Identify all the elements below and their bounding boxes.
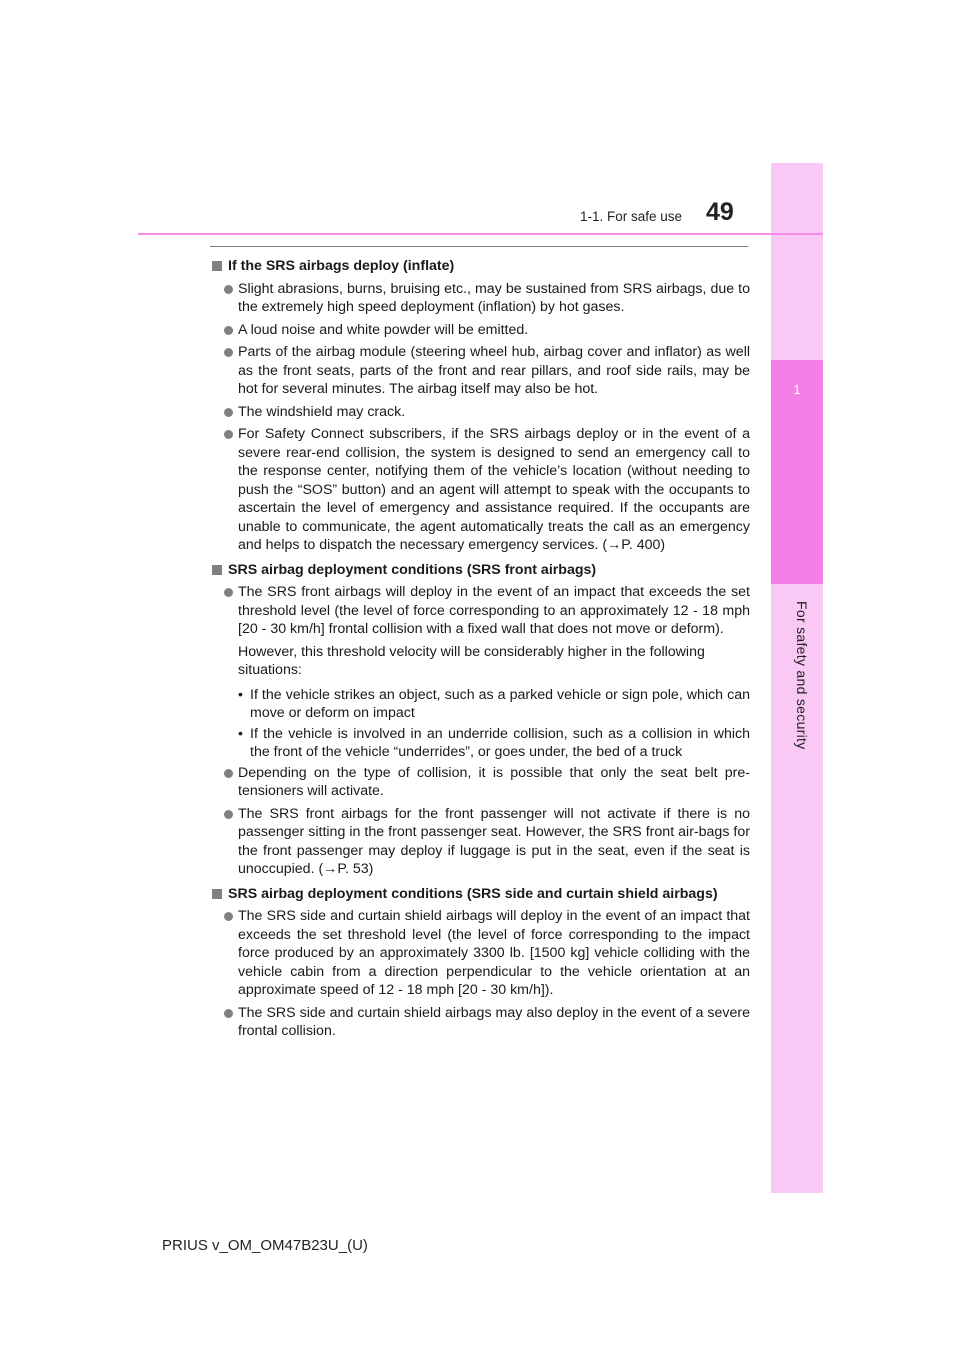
bullet-item (212, 343, 750, 399)
bullet-text: Parts of the airbag module (steering wheel hub, airbag cover and inflator) as well as the front seats, parts of the front and rear pillars, and roof side rails, may be hot for several minutes. The airbag itself may also be hot. (238, 344, 750, 397)
bullet-text: A loud noise and white powder will be emitted. (238, 321, 529, 338)
chapter-tab[interactable] (771, 360, 823, 584)
sub-item-text: If the vehicle strikes an object, such as a parked vehicle or sign pole, which can move or deform on impact (250, 686, 750, 721)
bullet-item (212, 764, 750, 801)
round-bullet-icon (224, 810, 233, 819)
sub-item (212, 725, 750, 762)
square-bullet-icon (212, 889, 222, 899)
round-bullet-icon (224, 348, 233, 357)
sub-item (212, 686, 750, 723)
bullet-text: The SRS side and curtain shield airbags may also deploy in the event of a severe frontal collision. (238, 1004, 750, 1039)
round-bullet-icon (224, 326, 233, 335)
bullet-text: The SRS front airbags for the front passenger will not activate if there is no passenger sitting in the front passenger seat. However, the SRS front air-bags for the front passenger may deploy if luggage is put in the seat, even if the seat is unoccupied. (→P. 53) (238, 805, 750, 877)
round-bullet-icon (224, 430, 233, 439)
bullet-text: The SRS side and curtain shield airbags will deploy in the event of an impact that exceeds the set threshold level (the level of force corresponding to the impact force produced by an approximately 3300 lb. [1500 kg] vehicle colliding with the vehicle cabin from a direction perpendicular to the vehicle orientation at an approximate speed of 12 - 18 mph [20 - 30 km/h]). (238, 908, 750, 998)
section-heading (212, 561, 750, 580)
round-bullet-icon (224, 408, 233, 417)
square-bullet-icon (212, 261, 222, 271)
bullet-item (212, 403, 750, 422)
bullet-text: Depending on the type of collision, it is possible that only the seat belt pre-tensioners will activate. (238, 764, 750, 799)
square-bullet-icon (212, 565, 222, 575)
section-heading-text: SRS airbag deployment conditions (SRS side and curtain shield airbags) (228, 885, 718, 902)
round-bullet-icon (224, 588, 233, 597)
section-heading-text: SRS airbag deployment conditions (SRS front airbags) (228, 561, 597, 578)
round-bullet-icon (224, 769, 233, 778)
section-heading (212, 885, 750, 904)
page-number: 49 (706, 198, 734, 226)
bullet-item (212, 805, 750, 879)
page-content (212, 257, 750, 1045)
chapter-number: 1 (793, 382, 801, 397)
bullet-item (212, 280, 750, 317)
chapter-title: For safety and security (794, 601, 810, 750)
bullet-text: For Safety Connect subscribers, if the SRS airbags deploy or in the event of a severe rear-end collision, the system is designed to send an emergency call to the response center, notifying them of the vehicle’s location (without needing to push the “SOS” button) and an agent will attempt to speak with the occupants to ascertain the level of emergency and assistance required. If the occupants are unable to communicate, the agent automatically treats the call as an emergency and helps to dispatch the necessary emergency services. (→P. 400) (238, 426, 750, 553)
content-divider (210, 246, 748, 247)
round-bullet-icon (224, 1009, 233, 1018)
bullet-item (212, 425, 750, 555)
header-divider (138, 233, 823, 235)
small-bullet-icon: • (238, 686, 243, 703)
footer-manual-code: PRIUS v_OM_OM47B23U_(U) (162, 1237, 368, 1254)
bullet-item (212, 1004, 750, 1041)
section-heading-text: If the SRS airbags deploy (inflate) (228, 258, 455, 274)
chapter-sidebar (771, 163, 823, 1193)
bullet-text: The windshield may crack. (238, 403, 406, 420)
bullet-text: Slight abrasions, burns, bruising etc., may be sustained from SRS airbags, due to the extremely high speed deployment (inflation) by hot gases. (238, 280, 750, 315)
header-section-title: 1-1. For safe use (580, 209, 683, 224)
bullet-item (212, 907, 750, 1000)
round-bullet-icon (224, 285, 233, 294)
round-bullet-icon (224, 912, 233, 921)
bullet-item (212, 321, 750, 340)
paragraph: However, this threshold velocity will be considerably higher in the following situations: (238, 643, 705, 678)
section-heading (212, 257, 750, 276)
sub-item-text: If the vehicle is involved in an underride collision, such as a collision in which the front of the vehicle “underrides”, or goes under, the bed of a truck (250, 725, 750, 760)
small-bullet-icon: • (238, 725, 243, 742)
bullet-item (212, 583, 750, 639)
bullet-text: The SRS front airbags will deploy in the event of an impact that exceeds the set threshold level (the level of force corresponding to an approximately 12 - 18 mph [20 - 30 km/h] frontal collision with a fixed wall that does not move or deform). (238, 584, 750, 637)
